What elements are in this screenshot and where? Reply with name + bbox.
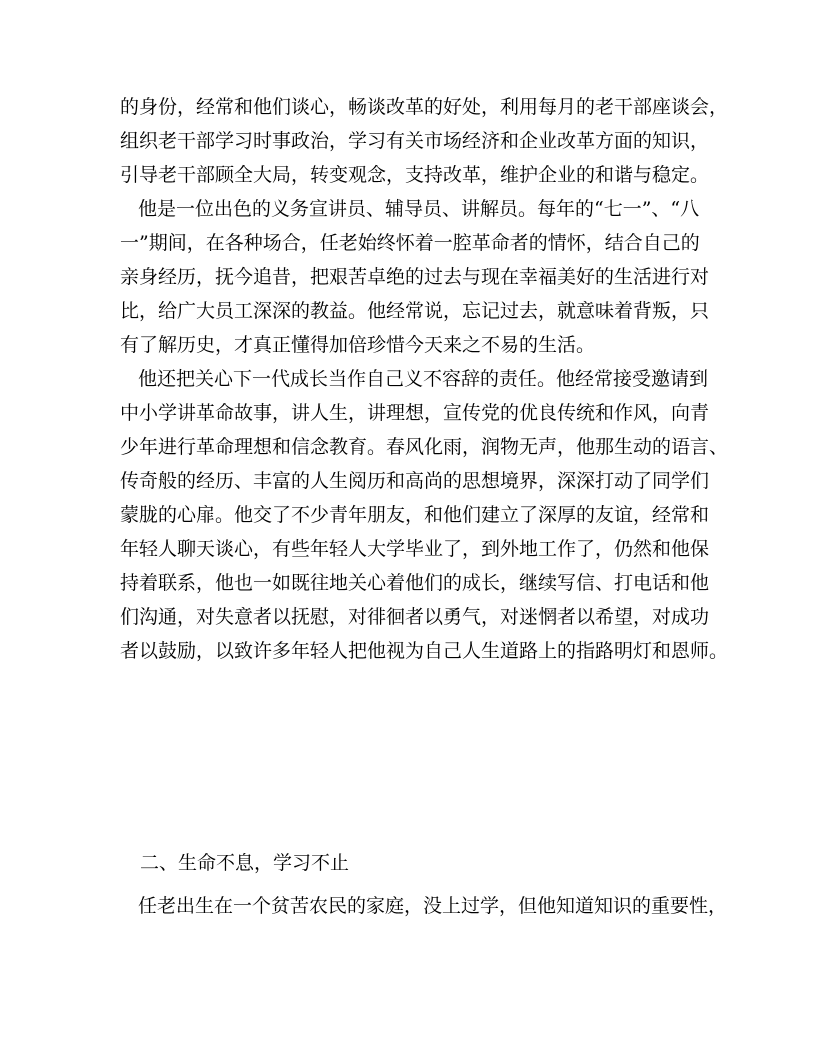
text-line: 年轻人聊天谈心，有些年轻人大学毕业了，到外地工作了，仍然和他保 (120, 538, 710, 560)
text-line: 中小学讲革命故事，讲人生，讲理想，宣传党的优良传统和作风，向青 (120, 402, 710, 424)
text-line: 的身份，经常和他们谈心，畅谈改革的好处，利用每月的老干部座谈会， (120, 96, 729, 118)
text-line: 引导老干部顾全大局，转变观念，支持改革，维护企业的和谐与稳定。 (120, 164, 710, 186)
text-line: 蒙胧的心扉。他交了不少青年朋友，和他们建立了深厚的友谊，经常和 (120, 504, 710, 526)
text-line: 一”期间，在各种场合，任老始终怀着一腔革命者的情怀，结合自己的 (120, 232, 700, 254)
body-text-continued (120, 895, 728, 929)
text-line: 组织老干部学习时事政治，学习有关市场经济和企业改革方面的知识， (120, 130, 710, 152)
body-text (120, 96, 729, 674)
text-line: 比，给广大员工深深的教益。他经常说，忘记过去，就意味着背叛，只 (120, 300, 710, 322)
text-line: 传奇般的经历、丰富的人生阅历和高尚的思想境界，深深打动了同学们 (120, 470, 710, 492)
text-line: 者以鼓励，以致许多年轻人把他视为自己人生道路上的指路明灯和恩师。 (120, 640, 729, 662)
text-line: 他还把关心下一代成长当作自己义不容辞的责任。他经常接受邀请到 (138, 368, 709, 390)
text-line: 他是一位出色的义务宣讲员、辅导员、讲解员。每年的“七一”、“八 (138, 198, 700, 220)
text-line: 任老出生在一个贫苦农民的家庭，没上过学，但他知道知识的重要性， (138, 895, 728, 917)
text-line: 少年进行革命理想和信念教育。春风化雨，润物无声，他那生动的语言、 (120, 436, 729, 458)
text-line: 们沟通，对失意者以抚慰，对徘徊者以勇气，对迷惘者以希望，对成功 (120, 606, 710, 628)
text-line: 亲身经历，抚今追昔，把艰苦卓绝的过去与现在幸福美好的生活进行对 (120, 266, 710, 288)
text-line: 持着联系，他也一如既往地关心着他们的成长，继续写信、打电话和他 (120, 572, 710, 594)
text-line: 有了解历史，才真正懂得加倍珍惜今天来之不易的生活。 (120, 334, 596, 356)
section-heading: 二、生命不息，学习不止 (140, 852, 350, 874)
